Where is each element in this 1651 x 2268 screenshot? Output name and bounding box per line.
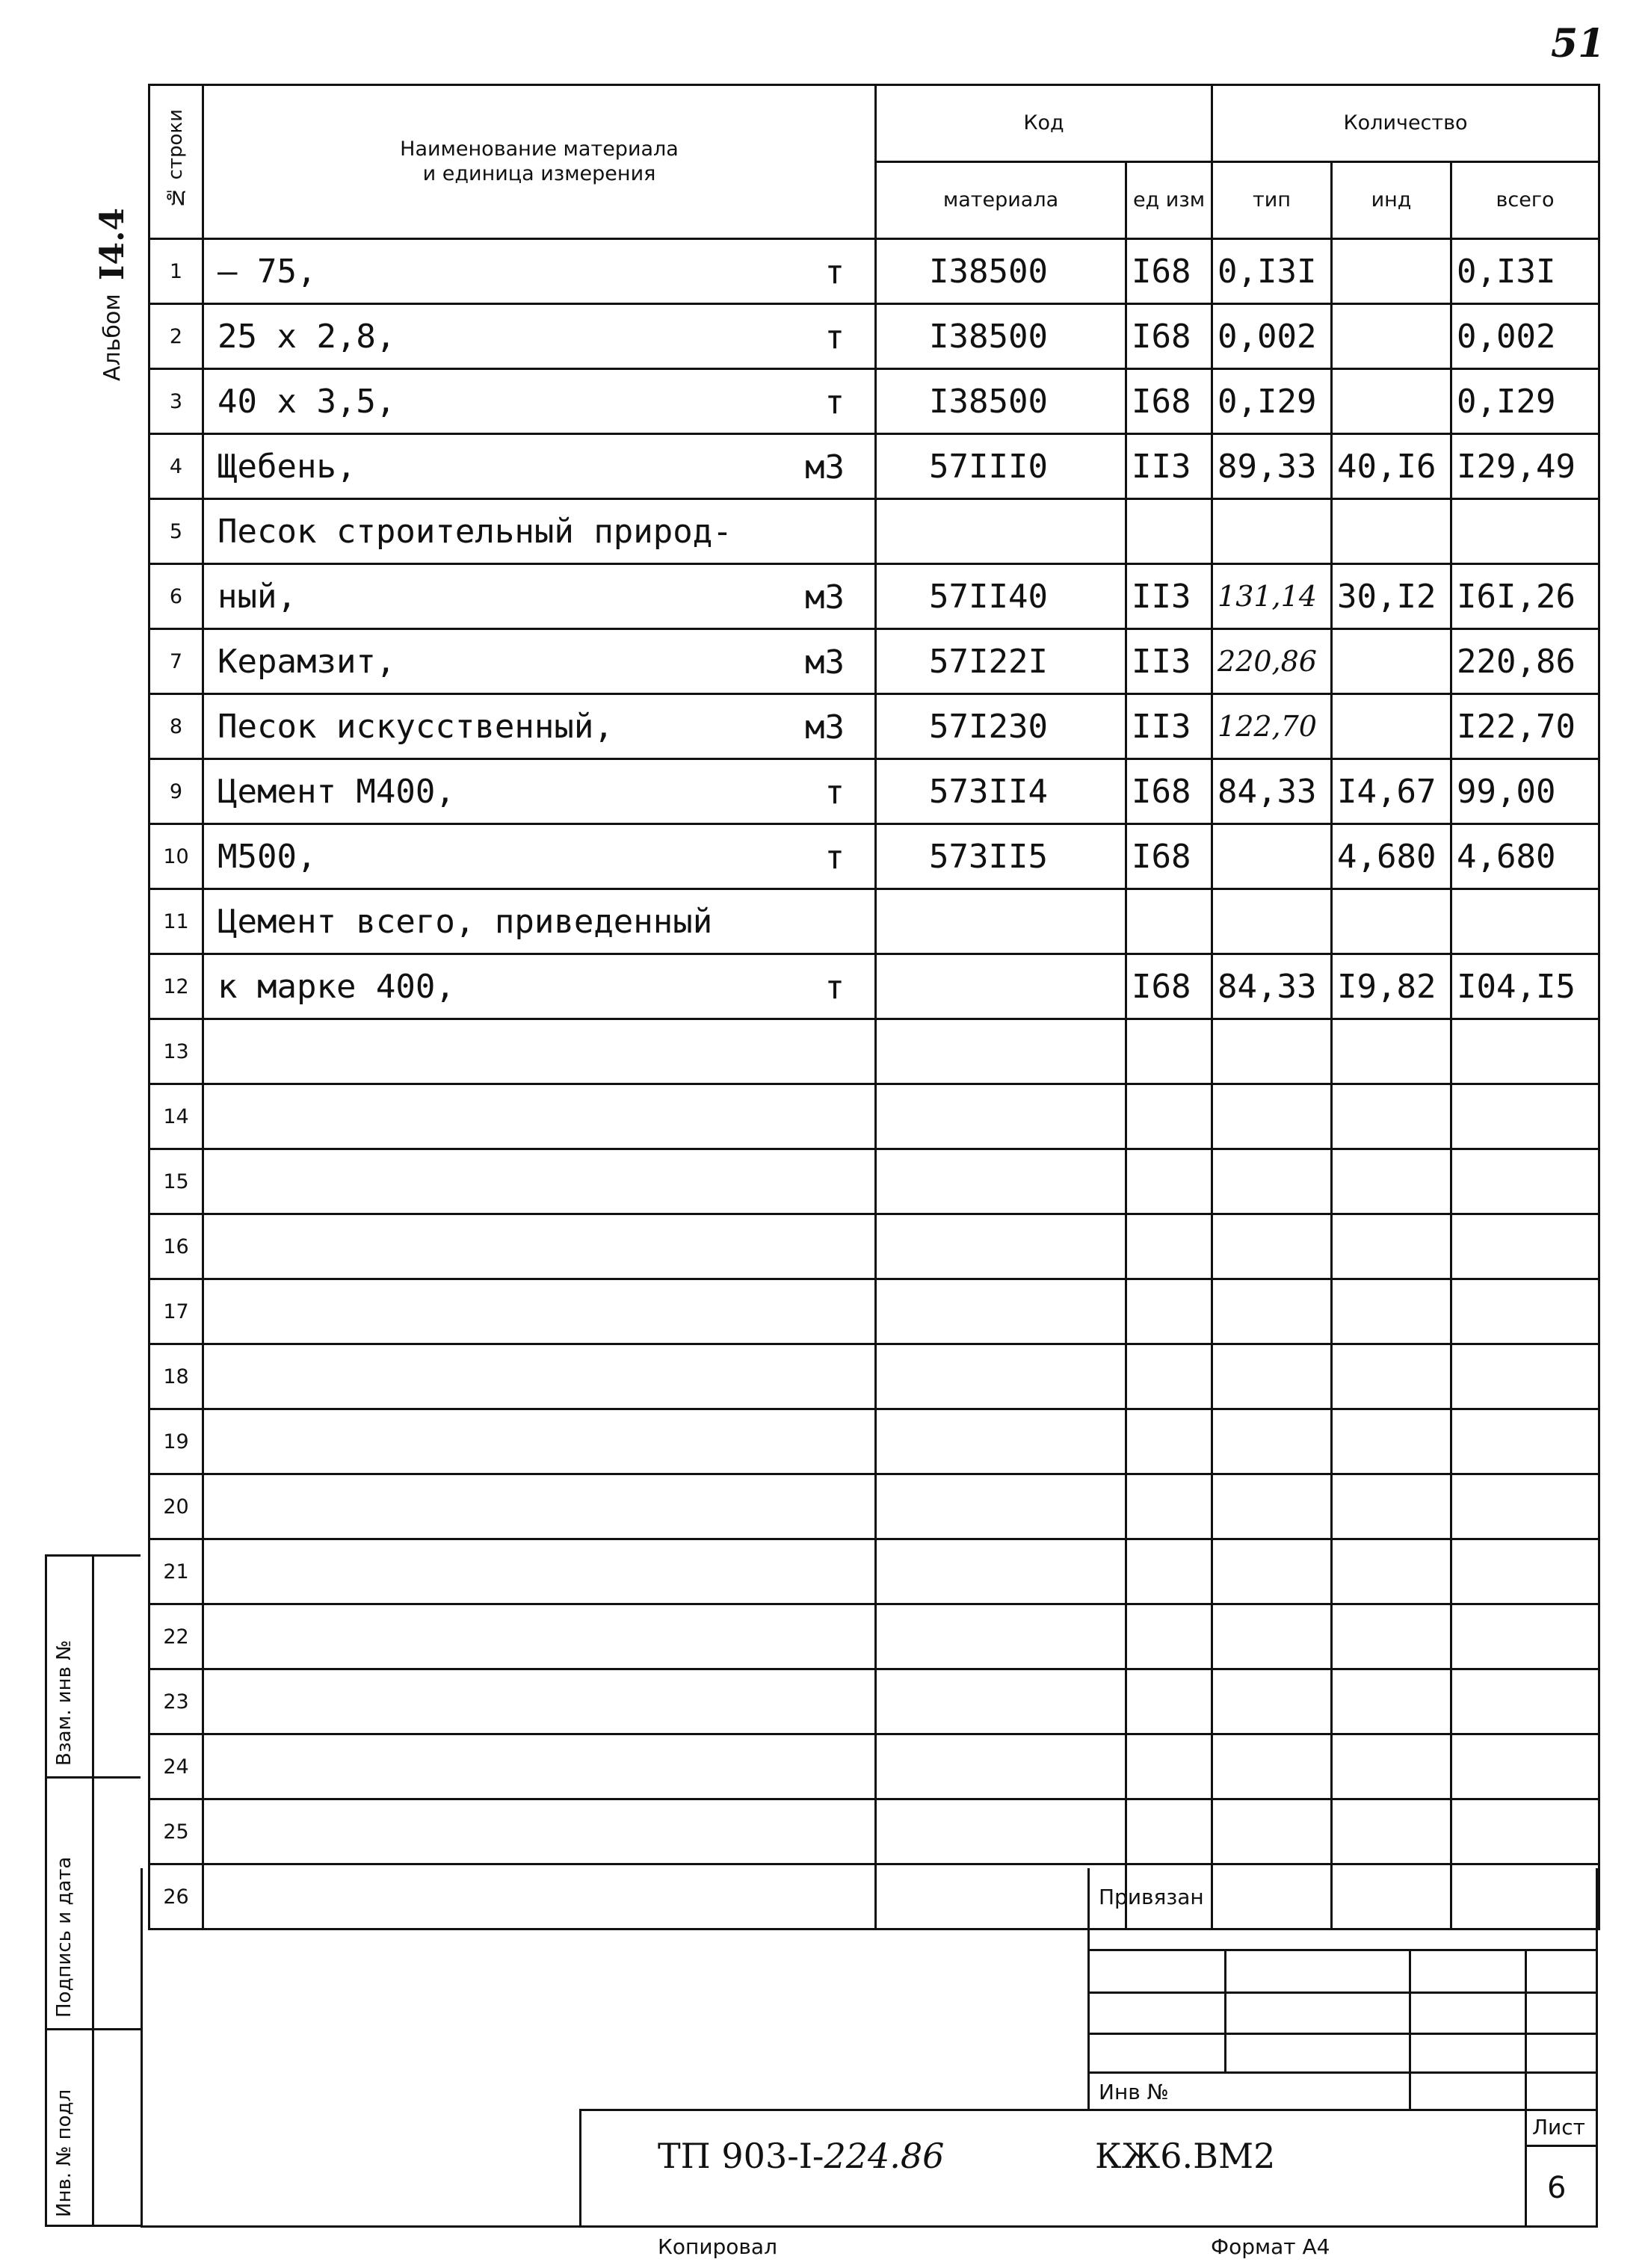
qty-total-cell: I6I,26	[1451, 564, 1599, 629]
unit-code-cell: I68	[1126, 304, 1212, 369]
unit-code-cell	[1126, 1734, 1212, 1799]
material-name-cell	[203, 434, 876, 499]
qty-ind-cell	[1332, 1799, 1451, 1864]
qty-total-cell: 0,I3I	[1451, 239, 1599, 304]
podpis-cell	[45, 1776, 141, 2030]
row-number-cell: 25	[149, 1799, 203, 1864]
table-row	[149, 239, 1599, 304]
material-name-text: М500,	[217, 837, 317, 876]
qty-ind-cell: 40,I6	[1332, 434, 1451, 499]
material-name-text: Цемент М400,	[217, 772, 455, 811]
row-number-cell: 26	[149, 1864, 203, 1929]
header-q-type: тип	[1212, 162, 1332, 239]
qty-ind-cell	[1332, 1149, 1451, 1214]
material-name-text: 25 х 2,8,	[217, 317, 396, 356]
unit-text: т	[824, 253, 845, 291]
table-row	[149, 694, 1599, 759]
header-q-total: всего	[1451, 162, 1599, 239]
header-code-unit: ед изм	[1126, 162, 1212, 239]
inv-no-label: Инв №	[1099, 2080, 1169, 2104]
table-row	[149, 564, 1599, 629]
unit-code-cell: I68	[1126, 239, 1212, 304]
unit-text: т	[824, 773, 845, 812]
table-row	[149, 824, 1599, 889]
qty-total-cell	[1451, 499, 1599, 564]
header-row-no: № строки	[149, 85, 203, 239]
table-row	[149, 1734, 1599, 1799]
row-number-cell: 14	[149, 1084, 203, 1149]
unit-code-cell: I68	[1126, 824, 1212, 889]
material-code-cell	[876, 1604, 1126, 1669]
unit-text: т	[824, 318, 845, 356]
material-name-cell	[203, 1279, 876, 1344]
qty-ind-cell	[1332, 629, 1451, 694]
qty-type-cell: 0,I3I	[1212, 239, 1332, 304]
qty-total-cell	[1451, 1669, 1599, 1734]
qty-ind-cell: 4,680	[1332, 824, 1451, 889]
qty-type-cell	[1212, 889, 1332, 954]
material-code-cell	[876, 1149, 1126, 1214]
material-code-cell	[876, 1279, 1126, 1344]
qty-type-cell	[1212, 1604, 1332, 1669]
qty-ind-cell: I9,82	[1332, 954, 1451, 1019]
row-number-cell: 15	[149, 1149, 203, 1214]
unit-code-cell: I68	[1126, 954, 1212, 1019]
doc-code-handwritten: 224.86	[824, 2136, 945, 2176]
sheet-number: 6	[1547, 2171, 1567, 2205]
material-name-cell	[203, 1669, 876, 1734]
row-number-cell: 12	[149, 954, 203, 1019]
row-number-cell: 2	[149, 304, 203, 369]
row-number-cell: 8	[149, 694, 203, 759]
qty-ind-cell	[1332, 1539, 1451, 1604]
table-row	[149, 304, 1599, 369]
qty-total-cell	[1451, 889, 1599, 954]
qty-type-cell: 220,86	[1212, 629, 1332, 694]
table-row	[149, 1539, 1599, 1604]
qty-type-cell: 84,33	[1212, 954, 1332, 1019]
qty-total-cell	[1451, 1539, 1599, 1604]
qty-ind-cell	[1332, 1019, 1451, 1084]
header-q-ind: инд	[1332, 162, 1451, 239]
material-name-cell	[203, 1734, 876, 1799]
table-row	[149, 1214, 1599, 1279]
unit-text: м3	[805, 578, 845, 617]
material-code-cell: 57II40	[876, 564, 1126, 629]
unit-text: т	[824, 968, 845, 1007]
unit-code-cell	[1126, 1669, 1212, 1734]
material-code-cell	[876, 1019, 1126, 1084]
material-code-cell	[876, 1474, 1126, 1539]
material-code-cell: I38500	[876, 239, 1126, 304]
qty-type-cell	[1212, 1734, 1332, 1799]
qty-ind-cell	[1332, 889, 1451, 954]
row-number-cell: 23	[149, 1669, 203, 1734]
table-body	[149, 239, 1599, 1929]
material-name-cell	[203, 1084, 876, 1149]
material-code-cell	[876, 499, 1126, 564]
qty-type-cell: 84,33	[1212, 759, 1332, 824]
qty-total-cell: 220,86	[1451, 629, 1599, 694]
privyazan-label: Привязан	[1099, 1885, 1204, 1909]
table-row	[149, 759, 1599, 824]
row-number-cell: 18	[149, 1344, 203, 1409]
material-name-cell	[203, 694, 876, 759]
qty-ind-cell	[1332, 1864, 1451, 1929]
qty-total-cell: 0,I29	[1451, 369, 1599, 434]
header-quantity: Количество	[1212, 85, 1599, 162]
qty-type-cell	[1212, 1149, 1332, 1214]
material-name-text: Песок строительный природ-	[217, 512, 732, 551]
qty-total-cell	[1451, 1474, 1599, 1539]
material-name-cell	[203, 889, 876, 954]
material-code-cell	[876, 1799, 1126, 1864]
unit-code-cell	[1126, 1539, 1212, 1604]
material-name-text: Керамзит,	[217, 642, 396, 681]
inv-podl-cell	[45, 2028, 141, 2227]
unit-code-cell	[1126, 499, 1212, 564]
unit-code-cell	[1126, 1474, 1212, 1539]
table-row	[149, 1669, 1599, 1734]
doc-code-prefix: ТП 903-I-	[658, 2136, 824, 2176]
row-number-cell: 16	[149, 1214, 203, 1279]
material-code-cell	[876, 1539, 1126, 1604]
qty-ind-cell	[1332, 1214, 1451, 1279]
qty-type-cell	[1212, 1214, 1332, 1279]
unit-text: т	[824, 383, 845, 421]
material-code-cell	[876, 1344, 1126, 1409]
qty-total-cell	[1451, 1019, 1599, 1084]
qty-ind-cell	[1332, 369, 1451, 434]
material-code-cell	[876, 1669, 1126, 1734]
table-row	[149, 1864, 1599, 1929]
table-row	[149, 1019, 1599, 1084]
material-name-cell	[203, 1214, 876, 1279]
material-code-cell	[876, 1084, 1126, 1149]
vzam-label: Взам. инв №	[53, 1640, 75, 1766]
qty-total-cell	[1451, 1279, 1599, 1344]
qty-type-cell: 89,33	[1212, 434, 1332, 499]
unit-code-cell	[1126, 889, 1212, 954]
row-number-cell: 7	[149, 629, 203, 694]
unit-code-cell: II3	[1126, 434, 1212, 499]
qty-ind-cell	[1332, 304, 1451, 369]
qty-ind-cell: I4,67	[1332, 759, 1451, 824]
table-row	[149, 1084, 1599, 1149]
material-name-text: ный,	[217, 577, 297, 616]
row-number-cell: 19	[149, 1409, 203, 1474]
row-number-cell: 10	[149, 824, 203, 889]
table-row	[149, 1344, 1599, 1409]
row-number-cell: 6	[149, 564, 203, 629]
material-name-text: Песок искусственный,	[217, 707, 614, 746]
qty-type-cell	[1212, 1019, 1332, 1084]
qty-ind-cell	[1332, 1474, 1451, 1539]
table-row	[149, 1474, 1599, 1539]
table-row	[149, 1149, 1599, 1214]
material-name-cell	[203, 1799, 876, 1864]
material-name-text: – 75,	[217, 252, 317, 291]
qty-type-cell: 122,70	[1212, 694, 1332, 759]
material-name-cell	[203, 304, 876, 369]
material-code-cell	[876, 1734, 1126, 1799]
podpis-label: Подпись и дата	[53, 1856, 75, 2018]
material-name-cell	[203, 1409, 876, 1474]
materials-table	[148, 84, 1600, 1930]
material-name-cell	[203, 1539, 876, 1604]
format-label: Формат А4	[1211, 2234, 1330, 2259]
qty-type-cell	[1212, 1344, 1332, 1409]
material-name-cell	[203, 629, 876, 694]
material-name-text: Цемент всего, приведенный	[217, 902, 713, 941]
table-row	[149, 499, 1599, 564]
material-code-cell: 57I230	[876, 694, 1126, 759]
table-row	[149, 629, 1599, 694]
material-name-cell	[203, 1019, 876, 1084]
row-number-cell: 1	[149, 239, 203, 304]
material-name-cell	[203, 499, 876, 564]
document-code	[658, 2136, 944, 2176]
unit-code-cell	[1126, 1604, 1212, 1669]
material-code-cell	[876, 889, 1126, 954]
material-name-cell	[203, 1864, 876, 1929]
unit-code-cell	[1126, 1344, 1212, 1409]
side-stamp-strip	[45, 1554, 141, 2227]
qty-total-cell	[1451, 1864, 1599, 1929]
row-number-cell: 21	[149, 1539, 203, 1604]
qty-total-cell: I29,49	[1451, 434, 1599, 499]
qty-total-cell	[1451, 1734, 1599, 1799]
document-mark: КЖ6.ВМ2	[1095, 2136, 1276, 2176]
qty-ind-cell	[1332, 499, 1451, 564]
material-code-cell	[876, 1409, 1126, 1474]
qty-ind-cell	[1332, 1604, 1451, 1669]
qty-type-cell: 0,I29	[1212, 369, 1332, 434]
header-name: Наименование материала и единица измерения	[203, 85, 876, 239]
qty-ind-cell	[1332, 694, 1451, 759]
qty-total-cell	[1451, 1409, 1599, 1474]
qty-total-cell: 99,00	[1451, 759, 1599, 824]
row-number-cell: 11	[149, 889, 203, 954]
material-name-cell	[203, 564, 876, 629]
sheet-label: Лист	[1532, 2115, 1585, 2139]
unit-code-cell	[1126, 1019, 1212, 1084]
material-name-cell	[203, 759, 876, 824]
qty-type-cell	[1212, 1669, 1332, 1734]
vzam-cell	[45, 1554, 141, 1779]
table-row	[149, 1409, 1599, 1474]
qty-total-cell	[1451, 1084, 1599, 1149]
row-number-cell: 4	[149, 434, 203, 499]
qty-type-cell	[1212, 1864, 1332, 1929]
material-code-cell: 573II4	[876, 759, 1126, 824]
table-row	[149, 1799, 1599, 1864]
qty-ind-cell	[1332, 239, 1451, 304]
material-name-cell	[203, 239, 876, 304]
qty-type-cell: 0,002	[1212, 304, 1332, 369]
row-number-cell: 22	[149, 1604, 203, 1669]
qty-type-cell: 131,14	[1212, 564, 1332, 629]
material-code-cell: 573II5	[876, 824, 1126, 889]
material-code-cell: I38500	[876, 304, 1126, 369]
page-number: 51	[1551, 21, 1605, 67]
album-label	[90, 97, 135, 381]
qty-total-cell: 0,002	[1451, 304, 1599, 369]
qty-ind-cell	[1332, 1734, 1451, 1799]
unit-code-cell: II3	[1126, 629, 1212, 694]
unit-text: м3	[805, 708, 845, 747]
qty-ind-cell	[1332, 1669, 1451, 1734]
qty-type-cell	[1212, 1474, 1332, 1539]
qty-type-cell	[1212, 1539, 1332, 1604]
material-code-cell: 57I22I	[876, 629, 1126, 694]
material-name-cell	[203, 1149, 876, 1214]
qty-type-cell	[1212, 1084, 1332, 1149]
album-number: I4.4	[93, 207, 132, 281]
row-number-cell: 24	[149, 1734, 203, 1799]
table-row	[149, 434, 1599, 499]
table-row	[149, 1604, 1599, 1669]
material-code-cell: 57III0	[876, 434, 1126, 499]
unit-code-cell	[1126, 1279, 1212, 1344]
qty-type-cell	[1212, 824, 1332, 889]
unit-text: м3	[805, 448, 845, 486]
row-number-cell: 17	[149, 1279, 203, 1344]
table-row	[149, 1279, 1599, 1344]
album-label-text: Альбом	[99, 294, 126, 381]
qty-ind-cell: 30,I2	[1332, 564, 1451, 629]
qty-type-cell	[1212, 1409, 1332, 1474]
table-row	[149, 954, 1599, 1019]
qty-total-cell	[1451, 1604, 1599, 1669]
header-code: Код	[876, 85, 1212, 162]
qty-ind-cell	[1332, 1084, 1451, 1149]
qty-total-cell: I22,70	[1451, 694, 1599, 759]
qty-total-cell: I04,I5	[1451, 954, 1599, 1019]
material-name-cell	[203, 824, 876, 889]
qty-type-cell	[1212, 499, 1332, 564]
copied-label: Копировал	[658, 2234, 777, 2259]
material-name-text: к марке 400,	[217, 967, 455, 1006]
unit-code-cell: II3	[1126, 694, 1212, 759]
unit-code-cell: I68	[1126, 759, 1212, 824]
qty-ind-cell	[1332, 1344, 1451, 1409]
qty-type-cell	[1212, 1279, 1332, 1344]
material-code-cell: I38500	[876, 369, 1126, 434]
qty-ind-cell	[1332, 1279, 1451, 1344]
table-row	[149, 369, 1599, 434]
material-name-cell	[203, 1604, 876, 1669]
qty-total-cell	[1451, 1344, 1599, 1409]
material-name-text: Щебень,	[217, 447, 357, 486]
row-number-cell: 9	[149, 759, 203, 824]
qty-total-cell	[1451, 1214, 1599, 1279]
material-name-cell	[203, 369, 876, 434]
unit-code-cell	[1126, 1149, 1212, 1214]
material-code-cell	[876, 1214, 1126, 1279]
qty-total-cell	[1451, 1149, 1599, 1214]
material-name-text: 40 х 3,5,	[217, 382, 396, 421]
unit-text: м3	[805, 643, 845, 682]
table-row	[149, 889, 1599, 954]
material-code-cell	[876, 954, 1126, 1019]
row-number-cell: 3	[149, 369, 203, 434]
qty-total-cell: 4,680	[1451, 824, 1599, 889]
unit-code-cell	[1126, 1799, 1212, 1864]
unit-code-cell	[1126, 1214, 1212, 1279]
inv-podl-label: Инв. № подл	[53, 2089, 75, 2217]
material-name-cell	[203, 954, 876, 1019]
unit-code-cell	[1126, 1084, 1212, 1149]
qty-total-cell	[1451, 1799, 1599, 1864]
header-code-material: материала	[876, 162, 1126, 239]
row-number-cell: 13	[149, 1019, 203, 1084]
row-number-cell: 5	[149, 499, 203, 564]
unit-code-cell: II3	[1126, 564, 1212, 629]
qty-type-cell	[1212, 1799, 1332, 1864]
unit-code-cell: I68	[1126, 369, 1212, 434]
qty-ind-cell	[1332, 1409, 1451, 1474]
material-name-cell	[203, 1474, 876, 1539]
row-number-cell: 20	[149, 1474, 203, 1539]
material-name-cell	[203, 1344, 876, 1409]
unit-code-cell	[1126, 1409, 1212, 1474]
unit-text: т	[824, 838, 845, 877]
